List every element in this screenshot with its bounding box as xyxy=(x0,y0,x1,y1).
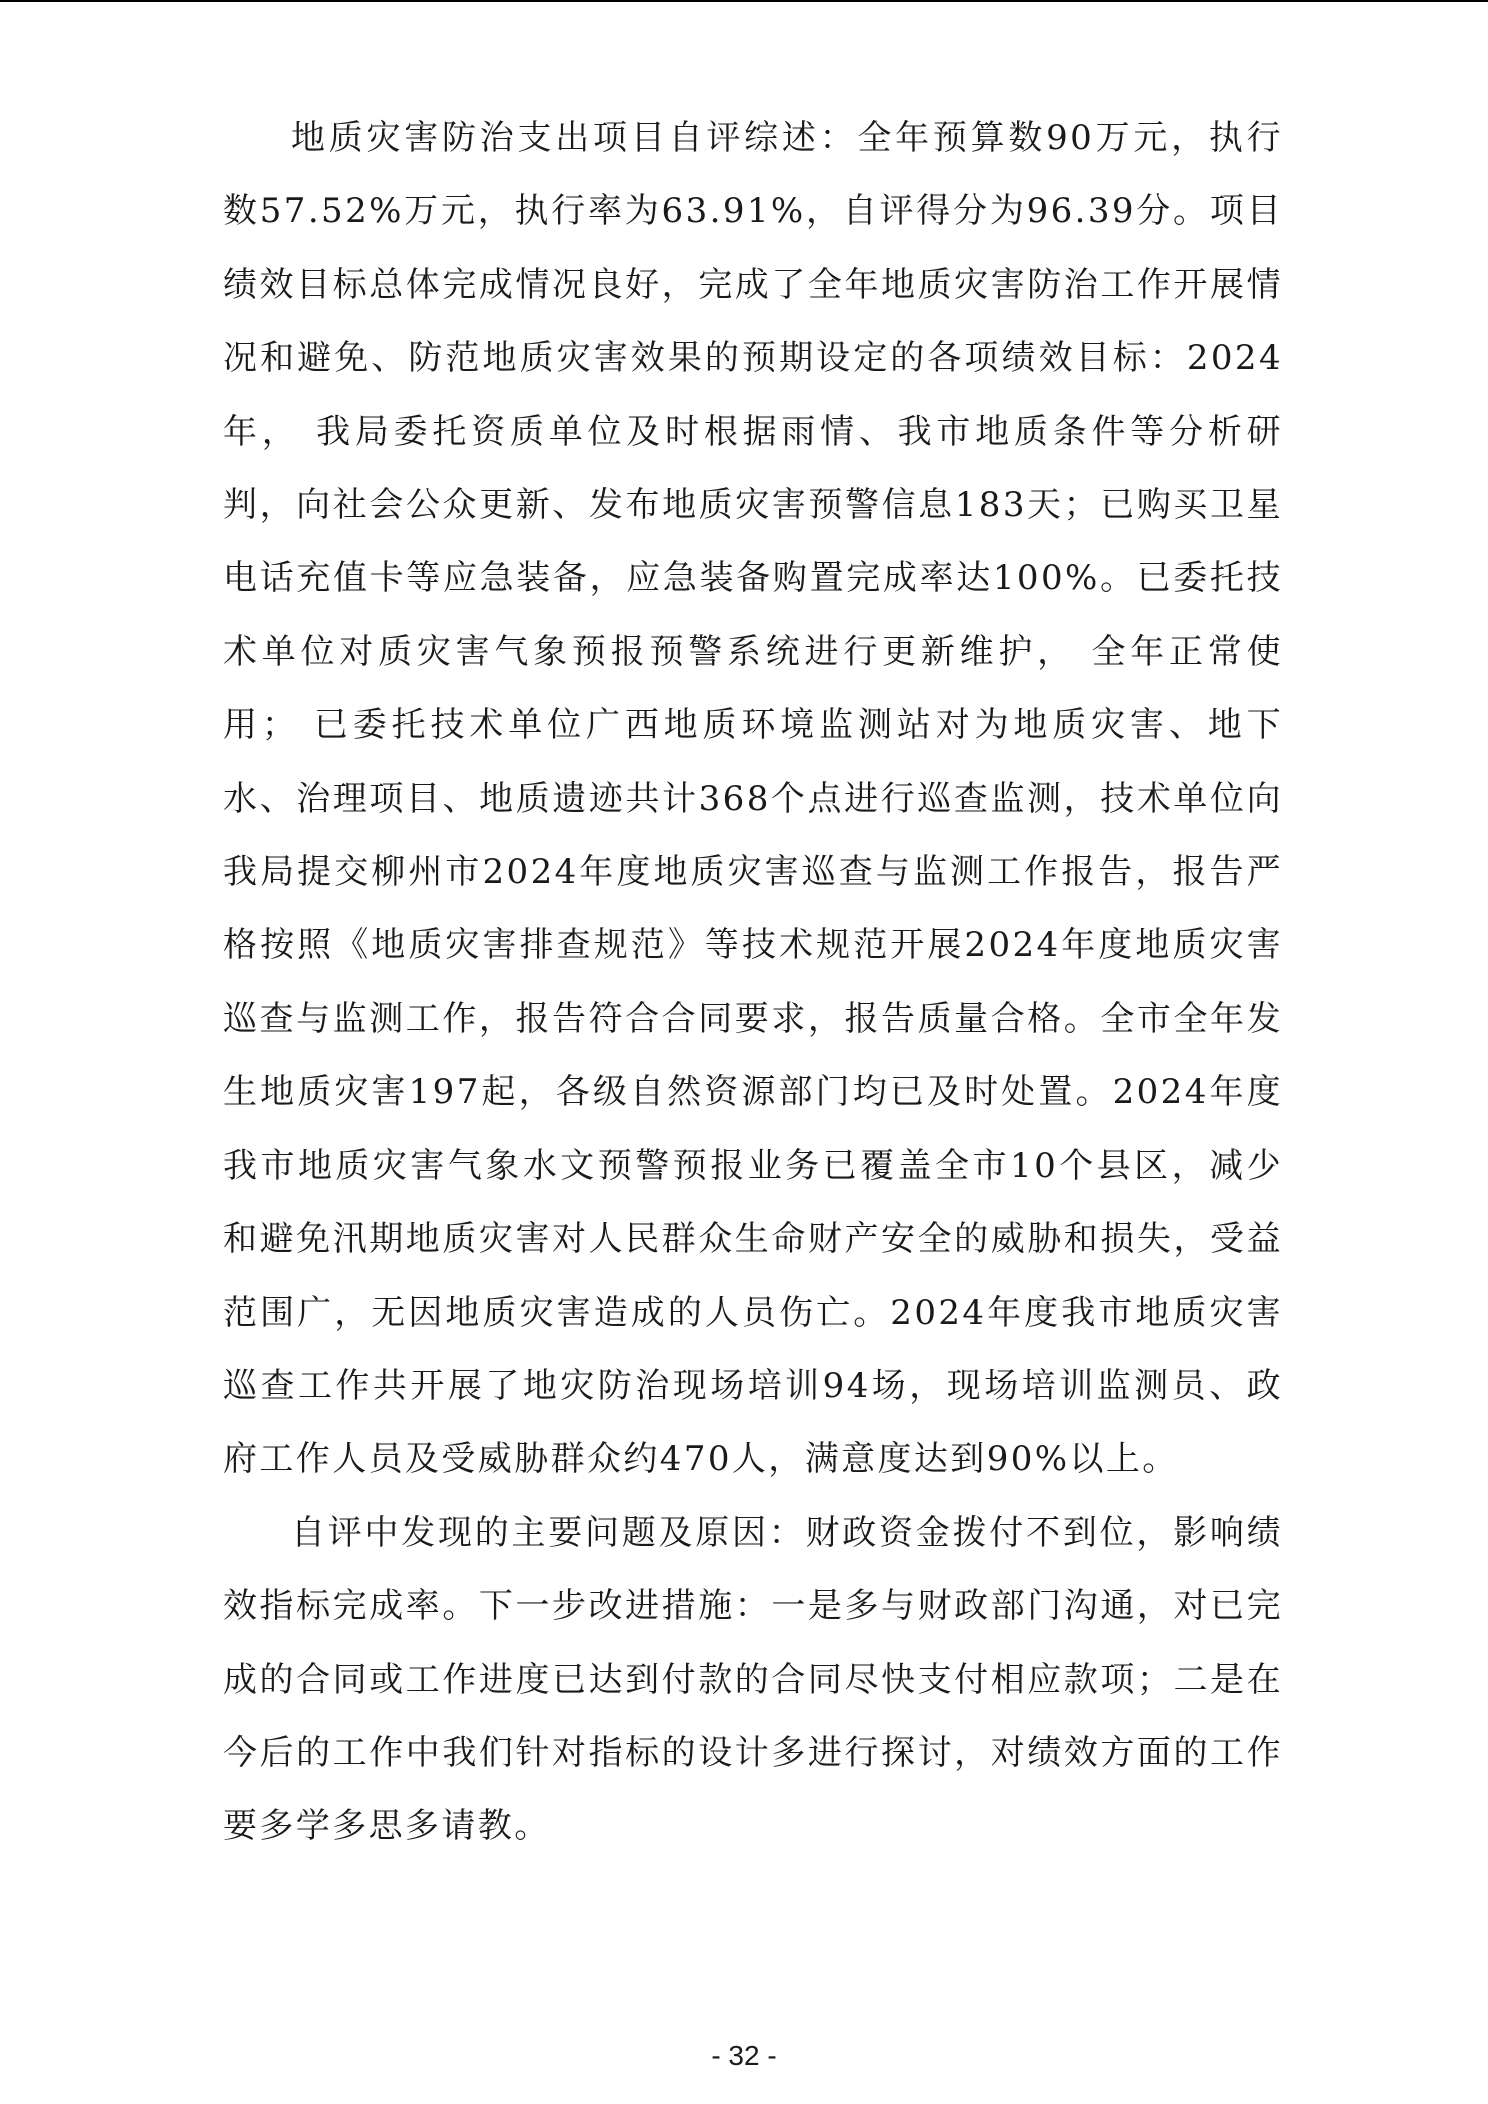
paragraph-summary: 地质灾害防治支出项目自评综述：全年预算数90万元，执行数57.52%万元，执行率为63.91%，自评得分为96.39分。项目绩效目标总体完成情况良好，完成了全年地质灾害防治工作开展情况和避免、防范地质灾害效果的预期设定的各项绩效目标：2024年， 我局委托资质单位及时根据雨情、我市地质条件等分析研判，向社会公众更新、发布地质灾害预警信息183天；已购买卫星电话充值卡等应急装备，应急装备购置完成率达100%。已委托技术单位对质灾害气象预报预警系统进行更新维护， 全年正常使用； 已委托技术单位广西地质环境监测站对为地质灾害、地下水、治理项目、地质遗迹共计368个点进行巡查监测，技术单位向我局提交柳州市2024年度地质灾害巡查与监测工作报告，报告严格按照《地质灾害排查规范》等技术规范开展2024年度地质灾害巡查与监测工作，报告符合合同要求，报告质量合格。全市全年发生地质灾害197起，各级自然资源部门均已及时处置。2024年度我市地质灾害气象水文预警预报业务已覆盖全市10个县区，减少和避免汛期地质灾害对人民群众生命财产安全的威胁和损失，受益范围广，无因地质灾害造成的人员伤亡。2024年度我市地质灾害巡查工作共开展了地灾防治现场培训94场，现场培训监测员、政府工作人员及受威胁群众约470人，满意度达到90%以上。 xyxy=(223,118,1283,1480)
page-number: - 32 - xyxy=(711,2040,777,2071)
paragraph-problems-and-measures: 自评中发现的主要问题及原因：财政资金拨付不到位，影响绩效指标完成率。下一步改进措施：一是多与财政部门沟通，对已完成的合同或工作进度已达到付款的合同尽快支付相应款项；二是在今后的工作中我们针对指标的设计多进行探讨，对绩效方面的工作要多学多思多请教。 xyxy=(223,1512,1283,1847)
top-border-line xyxy=(0,0,1488,2)
document-body xyxy=(223,102,1283,1864)
